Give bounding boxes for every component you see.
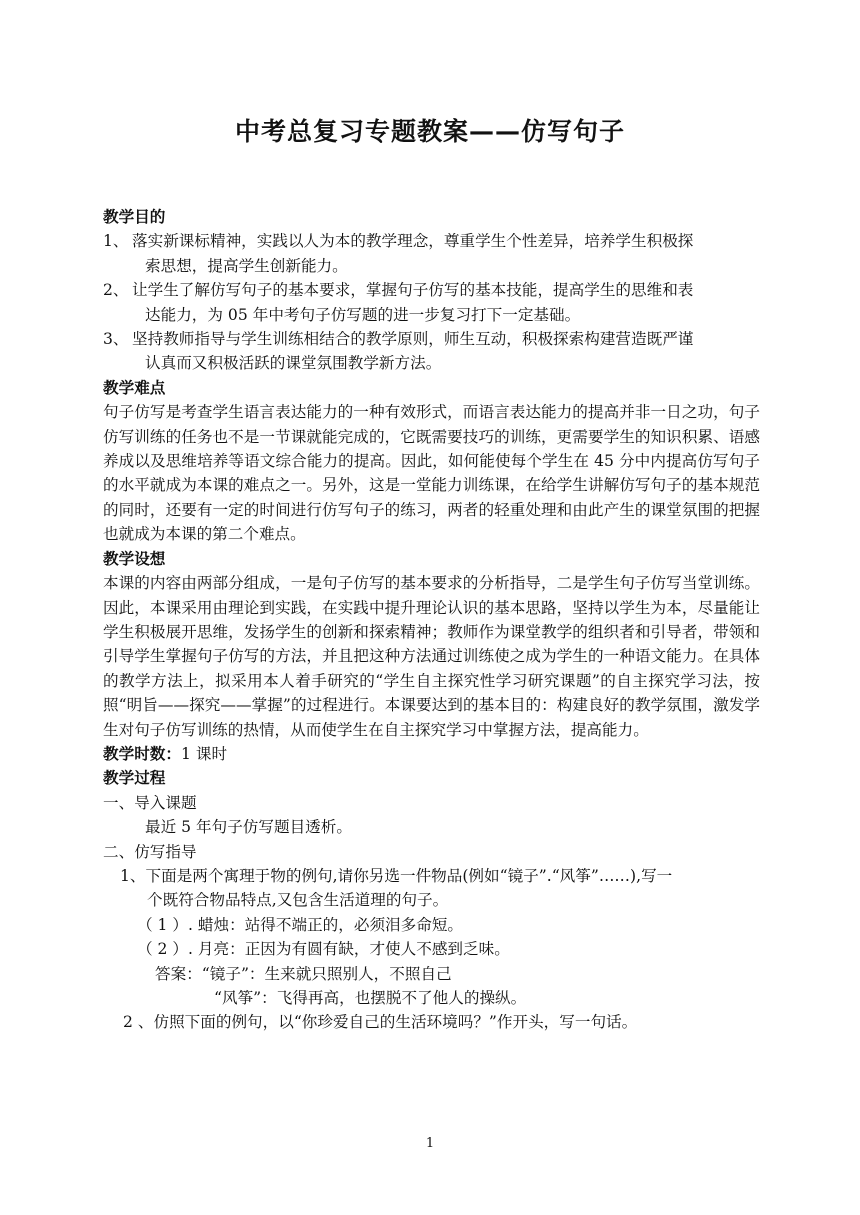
teaching-hours-label: 教学时数： — [103, 744, 181, 763]
document-title: 中考总复习专题教案——仿写句子 — [234, 117, 625, 146]
heading-process: 教学过程 — [103, 769, 166, 788]
example-2: （ 2 ）. 月亮：正因为有圆有缺，才使人不感到乏味。 — [137, 940, 510, 959]
section-heading-intro: 一、导入课题 — [103, 793, 197, 812]
objective-line: 索思想，提高学生创新能力。 — [145, 256, 348, 275]
objective-number: 1、 — [103, 232, 129, 251]
question-1-line: 个既符合物品特点,又包含生活道理的句子。 — [147, 891, 449, 910]
answer-line-1: 答案：“镜子”：生来就只照别人，不照自己 — [155, 964, 452, 983]
question-2: 2 、仿照下面的例句，以“你珍爱自己的生活环境吗？”作开头，写一句话。 — [123, 1013, 638, 1032]
heading-difficulty: 教学难点 — [103, 378, 166, 397]
intro-text: 最近 5 年句子仿写题目透析。 — [145, 818, 352, 837]
objective-number: 2、 — [103, 281, 129, 300]
objective-line: 让学生了解仿写句子的基本要求，掌握句子仿写的基本技能，提高学生的思维和表 — [132, 281, 694, 300]
objective-line: 坚持教师指导与学生训练相结合的教学原则，师生互动，积极探索构建营造既严谨 — [132, 330, 694, 349]
objective-item-1 — [103, 229, 760, 253]
teaching-hours-value: 1 课时 — [180, 744, 228, 763]
page-number: 1 — [425, 1136, 435, 1151]
design-paragraph: 本课的内容由两部分组成，一是句子仿写的基本要求的分析指导，二是学生句子仿写当堂训练。因此，本课采用由理论到实践，在实践中提升理论认识的基本思路，坚持以学生为本，尽量能让学生积极展开思维，发扬学生的创新和探索精神；教师作为课堂教学的组织者和引导者，带领和引导学生掌握句子仿写的方法，并且把这种方法通过训练使之成为学生的一种语文能力。在具体的教学方法上，拟采用本人着手研究的“学生自主探究性学习研究课题”的自主探究学习法，按照“明旨——探究——掌握”的过程进行。本课要达到的基本目的：构建良好的教学氛围，激发学生对句子仿写训练的热情，从而使学生在自主探究学习中掌握方法，提高能力。 — [103, 574, 760, 739]
difficulty-paragraph: 句子仿写是考查学生语言表达能力的一种有效形式，而语言表达能力的提高并非一日之功，句子仿写训练的任务也不是一节课就能完成的，它既需要技巧的训练，更需要学生的知识积累、语感养成以及思维培养等语文综合能力的提高。因此，如何能使每个学生在 45 分中内提高仿写句子的水平就成为本课的难点之一。另外，这是一堂能力训练课，在给学生讲解仿写句子的基本规范的同时，还要有一定的时间进行仿写句子的练习，两者的轻重处理和由此产生的课堂氛围的把握也就成为本课的第二个难点。 — [103, 403, 760, 544]
question-1-line: 1、下面是两个寓理于物的例句,请你另选一件物品(例如“镜子”.“风筝”……),写一 — [120, 866, 673, 885]
question-1 — [103, 864, 760, 913]
objective-line: 达能力，为 05 年中考句子仿写题的进一步复习打下一定基础。 — [145, 305, 581, 324]
answer-line-2: “风筝”：飞得再高，也摆脱不了他人的操纵。 — [214, 989, 527, 1007]
section-heading-guidance: 二、仿写指导 — [103, 842, 197, 861]
teaching-hours — [103, 742, 760, 766]
example-1: （ 1 ）. 蜡烛：站得不端正的，必须泪多命短。 — [137, 915, 464, 934]
objective-line: 落实新课标精神，实践以人为本的教学理念，尊重学生个性差异，培养学生积极探 — [132, 232, 694, 251]
objective-item-2 — [103, 278, 760, 302]
document-body — [103, 205, 760, 1035]
objective-item-3 — [103, 327, 760, 351]
heading-design: 教学设想 — [103, 549, 166, 568]
objective-line: 认真而又积极活跃的课堂氛围教学新方法。 — [145, 354, 442, 373]
heading-objectives: 教学目的 — [103, 208, 166, 226]
objective-number: 3、 — [103, 330, 129, 349]
